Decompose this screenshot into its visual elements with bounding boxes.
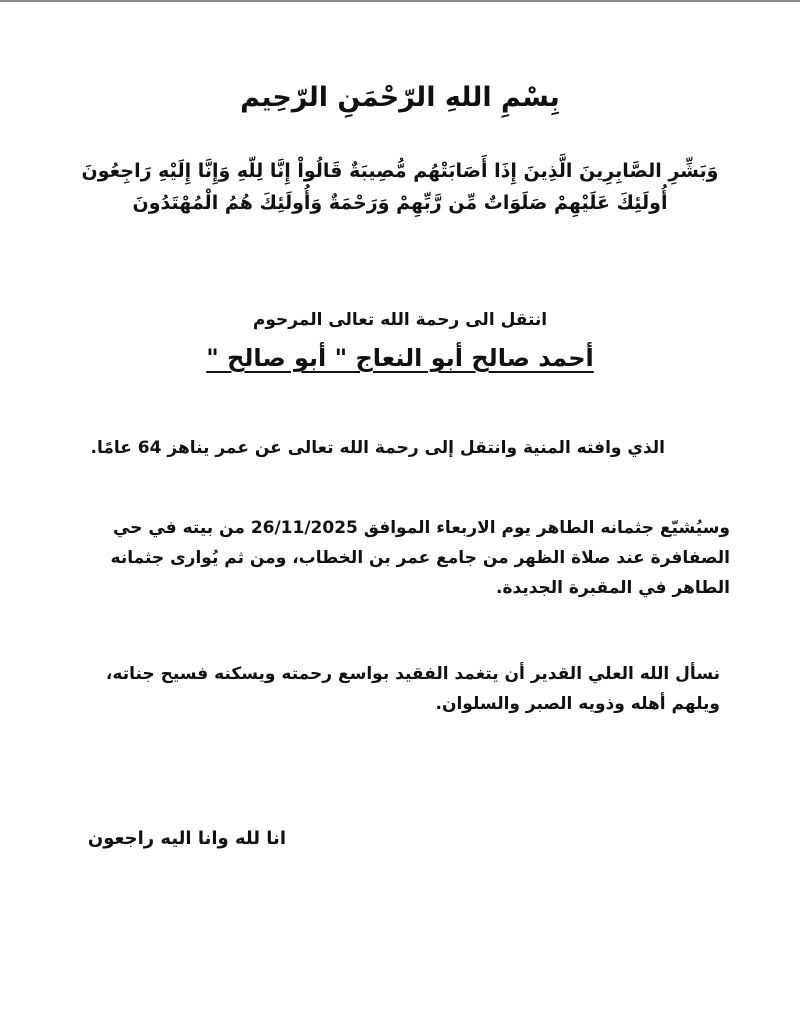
funeral-details: وسيُشيّع جثمانه الطاهر يوم الاربعاء الموافق 26/11/2025 من بيته في حي الصفافرة عند صلاة الظهر من جامع عمر بن الخطاب، ومن ثم يُوارى جثمانه الطاهر في المقبرة الجديدة. (110, 518, 730, 598)
closing-phrase: انا لله وانا اليه راجعون (87, 828, 286, 849)
quran-verse: وَبَشِّرِ الصَّابِرِينَ الَّذِينَ إِذَا أَصَابَتْهُم مُّصِيبَةٌ قَالُواْ إِنَّا لِلّهِ وَإِنَّا إِلَيْهِ رَاجِعُونَ أُولَئِكَ عَلَيْهِمْ صَلَوَاتٌ مِّن رَّبِّهِمْ وَرَحْمَةٌ وَأُولَئِكَ هُمُ الْمُهْتَدُونَ (81, 160, 719, 214)
deceased-name: أحمد صالح أبو النعاج " أبو صالح " (206, 344, 594, 372)
condolence-prayer: نسأل الله العلي القدير أن يتغمد الفقيد بواسع رحمته ويسكنه فسيح جناته، ويلهم أهله وذويه الصبر والسلوان. (105, 664, 720, 714)
deceased-name-line (0, 338, 800, 378)
announcement-intro: انتقل الى رحمة الله تعالى المرحوم (252, 310, 548, 330)
age-statement: الذي وافته المنية وانتقل إلى رحمة الله تعالى عن عمر يناهز 64 عامًا. (90, 438, 665, 458)
basmala-heading: بِسْمِ اللهِ الرّحْمَنِ الرّحِيم (240, 82, 560, 113)
